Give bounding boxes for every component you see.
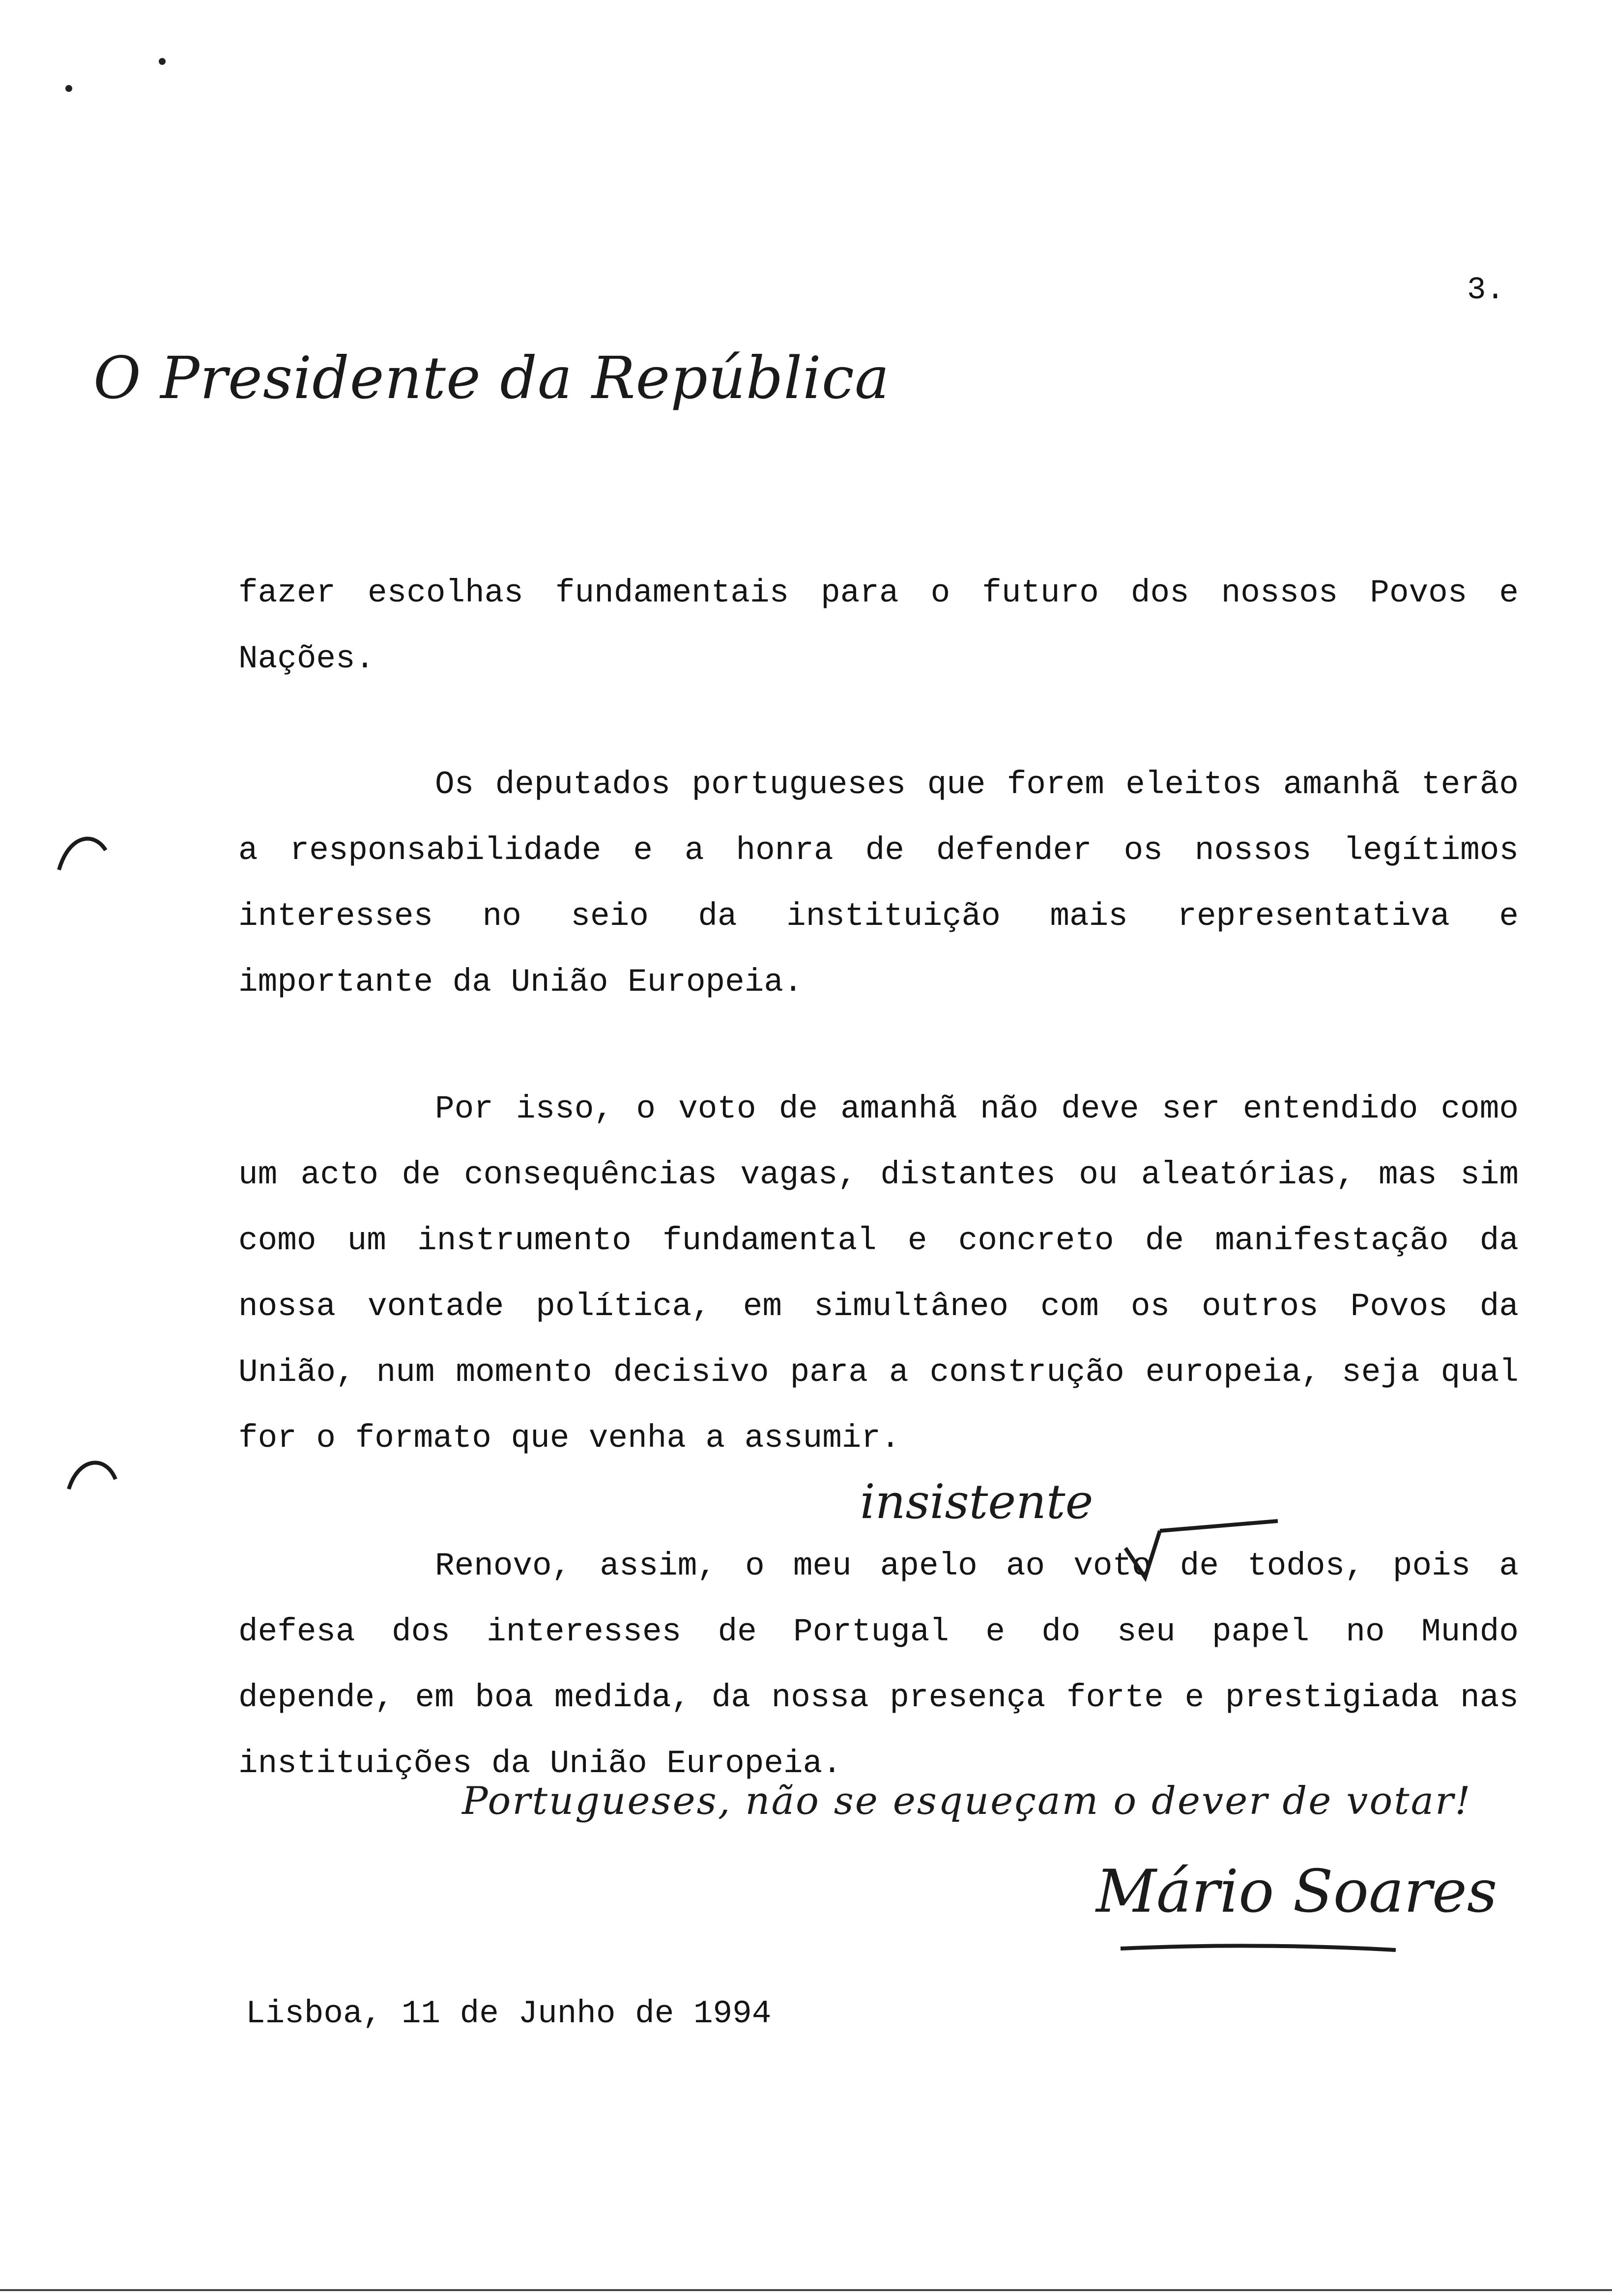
- paragraph-4: Renovo, assim, o meu apelo ao voto de todos, pois a defesa dos interesses de Portugal e do seu papel no Mundo depende, em boa medida, da nossa presença forte e prestigiada nas instituições da União Europeia.: [238, 1548, 1519, 1782]
- letterhead: O Presidente da República: [93, 344, 890, 412]
- signature: Mário Soares: [1096, 1858, 1497, 1926]
- speck-icon: [65, 85, 72, 92]
- insertion-caret-icon: [1125, 1521, 1278, 1578]
- signature-underline-icon: [1121, 1946, 1396, 1950]
- punch-mark-icon: [69, 1463, 115, 1489]
- closing-date: Lisboa, 11 de Junho de 1994: [246, 1995, 772, 2032]
- handwritten-note: Portugueses, não se esqueçam o dever de votar!: [462, 1779, 1472, 1823]
- paragraph-2: Os deputados portugueses que forem eleitos amanhã terão a responsabilidade e a honra de defender os nossos legítimos interesses no seio da instituição mais representativa e importante da União Europeia.: [238, 766, 1519, 1001]
- page-number: 3.: [1467, 273, 1505, 308]
- handwritten-insertion: insistente: [860, 1474, 1094, 1529]
- paragraph-1: fazer escolhas fundamentais para o futuro dos nossos Povos e Nações.: [238, 574, 1519, 677]
- punch-mark-icon: [59, 839, 106, 870]
- paragraph-3: Por isso, o voto de amanhã não deve ser entendido como um acto de consequências vagas, distantes ou aleatórias, mas sim como um instrumento fundamental e concreto de manifestação da nossa vontade política, em simultâneo com os outros Povos da União, num momento decisivo para a construção europeia, seja qual for o formato que venha a assumir.: [238, 1091, 1519, 1457]
- speck-icon: [159, 58, 166, 65]
